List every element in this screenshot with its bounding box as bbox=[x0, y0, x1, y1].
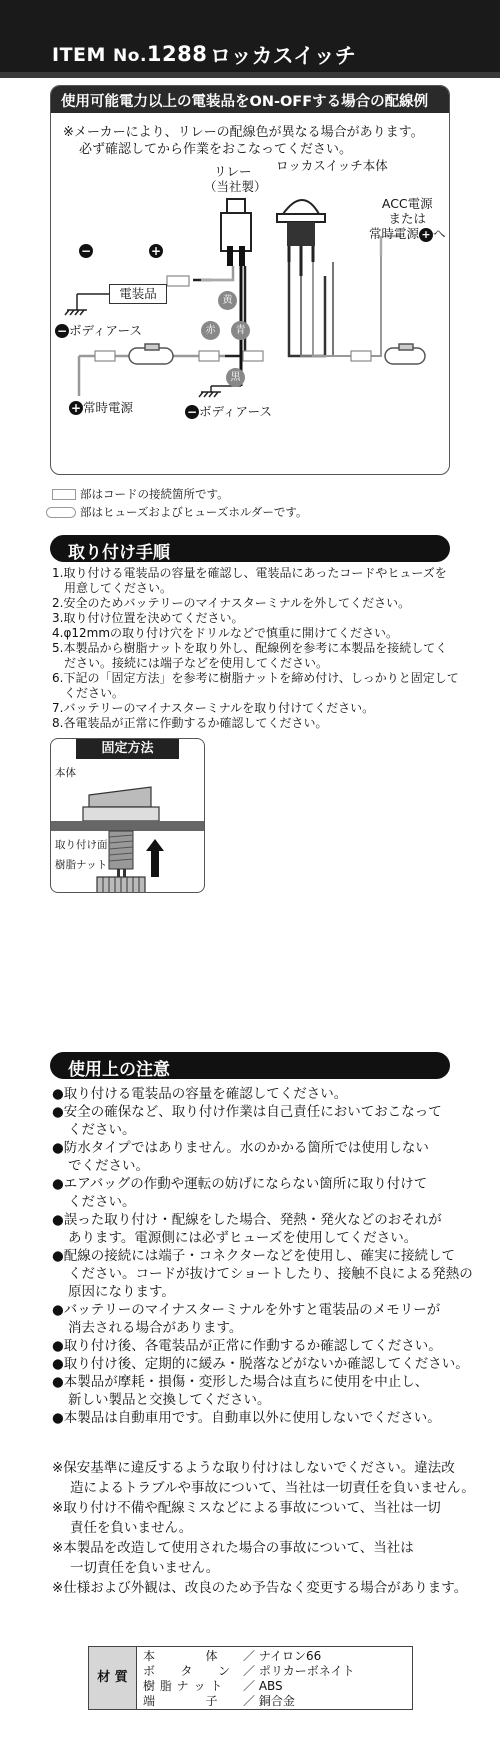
item-number bbox=[52, 42, 207, 66]
ground-symbol-1 bbox=[65, 294, 109, 315]
note-line: ※取り付け不備や配線ミスなどによる事故について、当社は一切 bbox=[52, 1500, 441, 1516]
caution-line: 新しい製品と交換してください。 bbox=[68, 1392, 271, 1408]
material-part: 端 子 bbox=[143, 1694, 219, 1708]
caution-line: ●本製品が摩耗・損傷・変形した場合は直ちに使用を中止し、 bbox=[52, 1374, 429, 1390]
note-line: ※保安基準に違反するような取り付けはしないでください。違法改 bbox=[52, 1460, 455, 1476]
step-line: 6.下記の「固定方法」を参考に樹脂ナットを締め付け、しっかりと固定して bbox=[52, 671, 459, 685]
caution-line: ●エアバッグの作動や運転の妨げにならない箇所に取り付けて bbox=[52, 1176, 428, 1192]
step-line: 8.各電装品が正常に作動するか確認してください。 bbox=[52, 716, 328, 730]
relay-label-line1: リレー bbox=[214, 164, 252, 179]
item-label: ITEM bbox=[52, 44, 106, 66]
install-steps bbox=[52, 566, 459, 731]
step-line: ださい。接続には端子などを使用してください。 bbox=[64, 656, 329, 670]
cautions-list bbox=[52, 1085, 473, 1427]
disclaimer-notes bbox=[52, 1458, 475, 1598]
header-bar bbox=[0, 0, 500, 78]
caution-line: ●誤った取り付け・配線をした場合、発熱・発火などのおそれが bbox=[52, 1212, 442, 1228]
switch-label: ロッカスイッチ本体 bbox=[276, 158, 388, 173]
step-line: 2.安全のためバッテリーのマイナスターミナルを外してください。 bbox=[52, 596, 411, 610]
fixing-heading: 固定方法 bbox=[76, 739, 179, 759]
minus-icon: − bbox=[186, 405, 198, 419]
rocker-switch-icon bbox=[277, 200, 325, 276]
caution-line: ●バッテリーのマイナスターミナルを外すと電装品のメモリーが bbox=[52, 1302, 441, 1318]
note-line: 造によるトラブルや事故について、当社は一切責任を負いません。 bbox=[70, 1480, 475, 1496]
material-row bbox=[143, 1664, 354, 1678]
body-ground-text-1: ボディアース bbox=[69, 323, 143, 338]
fixing-method-panel bbox=[50, 738, 205, 893]
caution-line: ●取り付ける電装品の容量を確認してください。 bbox=[52, 1086, 348, 1102]
fix-body-label: 本体 bbox=[55, 767, 76, 779]
caution-line: あります。電源側には必ずヒューズを使用してください。 bbox=[68, 1230, 418, 1246]
arrow-right-icon: へ bbox=[433, 226, 446, 241]
install-heading: 取り付け手順 bbox=[50, 535, 450, 562]
header-divider bbox=[0, 72, 500, 78]
constant-power-text: 常時電源 bbox=[83, 400, 134, 415]
wiring-note-line1: ※メーカーにより、リレーの配線色が異なる場合があります。 bbox=[63, 125, 424, 140]
equipment-box: 電装品 bbox=[109, 284, 167, 304]
material-part: 樹 脂 ナ ッ ト bbox=[143, 1679, 223, 1693]
legend-connection-text: 部はコードの接続箇所です。 bbox=[80, 487, 229, 501]
step-line: 用意してください。 bbox=[64, 581, 173, 595]
fix-nut-label: 樹脂ナット bbox=[55, 859, 108, 871]
caution-line: ください。コードが抜けてショートしたり、接触不良による発熱の bbox=[68, 1266, 473, 1282]
material-part: ボ タ ン bbox=[143, 1664, 231, 1678]
body-ground-label-2 bbox=[185, 404, 272, 419]
acc-line3: 常時電源 bbox=[369, 226, 420, 241]
wire-color-blue: 青 bbox=[231, 321, 250, 340]
relay-label-line2: （当社製） bbox=[204, 179, 267, 194]
material-value: ／ ポリカーボネイト bbox=[243, 1664, 355, 1678]
caution-line: ●本製品は自動車用です。自動車以外に使用しないでください。 bbox=[52, 1410, 441, 1426]
wire-color-yellow: 黄 bbox=[218, 291, 237, 310]
caution-line: ●取り付け後、定期的に緩み・脱落などがないか確認してください。 bbox=[52, 1356, 469, 1372]
step-line: 7.バッテリーのマイナスターミナルを取り付けてください。 bbox=[52, 701, 375, 715]
note-line: 責任を負いません。 bbox=[70, 1520, 193, 1536]
material-value: ／ ナイロン66 bbox=[243, 1649, 322, 1663]
body-ground-text-2: ボディアース bbox=[199, 404, 273, 419]
body-ground-label-1 bbox=[55, 323, 142, 338]
materials-heading: 材 質 bbox=[89, 1647, 137, 1709]
item-number-value: 1288 bbox=[146, 42, 208, 66]
caution-line: ●防水タイプではありません。水のかかる箇所では使用しない bbox=[52, 1140, 429, 1156]
caution-line: ●安全の確保など、取り付け作業は自己責任においておこなって bbox=[52, 1104, 442, 1120]
caution-line: ●配線の接続には端子・コネクターなどを使用し、確実に接続して bbox=[52, 1248, 456, 1264]
connection-box-icon bbox=[52, 489, 76, 500]
constant-power-label bbox=[69, 400, 133, 415]
acc-label bbox=[369, 196, 446, 242]
step-line: 1.取り付ける電装品の容量を確認し、電装品にあったコードやヒューズを bbox=[52, 566, 447, 580]
minus-icon: − bbox=[80, 244, 92, 258]
acc-line2: または bbox=[388, 211, 427, 226]
cautions-heading: 使用上の注意 bbox=[50, 1052, 450, 1079]
step-line: 3.取り付け位置を決めてください。 bbox=[52, 611, 244, 625]
wiring-heading: 使用可能電力以上の電装品をON-OFFする場合の配線例 bbox=[51, 86, 449, 113]
wiring-note-line2: 必ず確認してから作業をおこなってください。 bbox=[79, 142, 353, 157]
note-line: 一切責任を負いません。 bbox=[70, 1560, 220, 1576]
legend-fuse-text: 部はヒューズおよびヒューズホルダーです。 bbox=[80, 505, 308, 519]
caution-line: 消去される場合があります。 bbox=[68, 1320, 243, 1336]
caution-line: ●取り付け後、各電装品が正常に作動するか確認してください。 bbox=[52, 1338, 442, 1354]
material-value: ／ ABS bbox=[243, 1679, 283, 1693]
wiring-example-panel bbox=[50, 85, 450, 475]
plus-icon: + bbox=[70, 401, 82, 415]
material-row bbox=[143, 1679, 283, 1693]
product-title: ロッカスイッチ bbox=[210, 44, 356, 68]
note-line: ※仕様および外観は、改良のため予告なく変更する場合があります。 bbox=[52, 1580, 468, 1596]
fix-surface-label: 取り付け面 bbox=[55, 839, 108, 851]
legend-connection bbox=[52, 486, 229, 502]
plus-icon: + bbox=[150, 244, 162, 258]
relay-icon bbox=[221, 199, 251, 266]
wire-color-red: 赤 bbox=[201, 321, 220, 340]
material-row bbox=[143, 1694, 295, 1708]
wire-color-black: 黒 bbox=[226, 368, 245, 387]
material-part: 本 体 bbox=[143, 1649, 219, 1663]
materials-table bbox=[88, 1646, 413, 1710]
ground-symbol-2 bbox=[199, 386, 241, 397]
note-line: ※本製品を改造して使用された場合の事故について、当社は bbox=[52, 1540, 414, 1556]
legend-fuse bbox=[46, 504, 307, 520]
caution-line: 原因になります。 bbox=[68, 1284, 175, 1300]
fuse-icon bbox=[46, 507, 76, 518]
arrow-up-icon bbox=[146, 839, 164, 877]
step-line: 5.本製品から樹脂ナットを取り外し、配線例を参考に本製品を接続してく bbox=[52, 641, 448, 655]
step-line: ください。 bbox=[64, 686, 125, 700]
step-line: 4.φ12mmの取り付け穴をドリルなどで慎重に開けてください。 bbox=[52, 626, 399, 640]
wiring-diagram bbox=[51, 86, 450, 446]
caution-line: でください。 bbox=[68, 1158, 149, 1174]
caution-line: ください。 bbox=[68, 1122, 136, 1138]
material-value: ／ 銅合金 bbox=[243, 1694, 295, 1708]
relay-label bbox=[204, 164, 267, 194]
item-no-label: No. bbox=[113, 46, 147, 66]
acc-line1: ACC電源 bbox=[381, 196, 433, 211]
caution-line: ください。 bbox=[68, 1194, 136, 1210]
material-row bbox=[143, 1649, 321, 1663]
minus-icon: − bbox=[56, 324, 68, 338]
plus-icon: + bbox=[419, 228, 433, 242]
